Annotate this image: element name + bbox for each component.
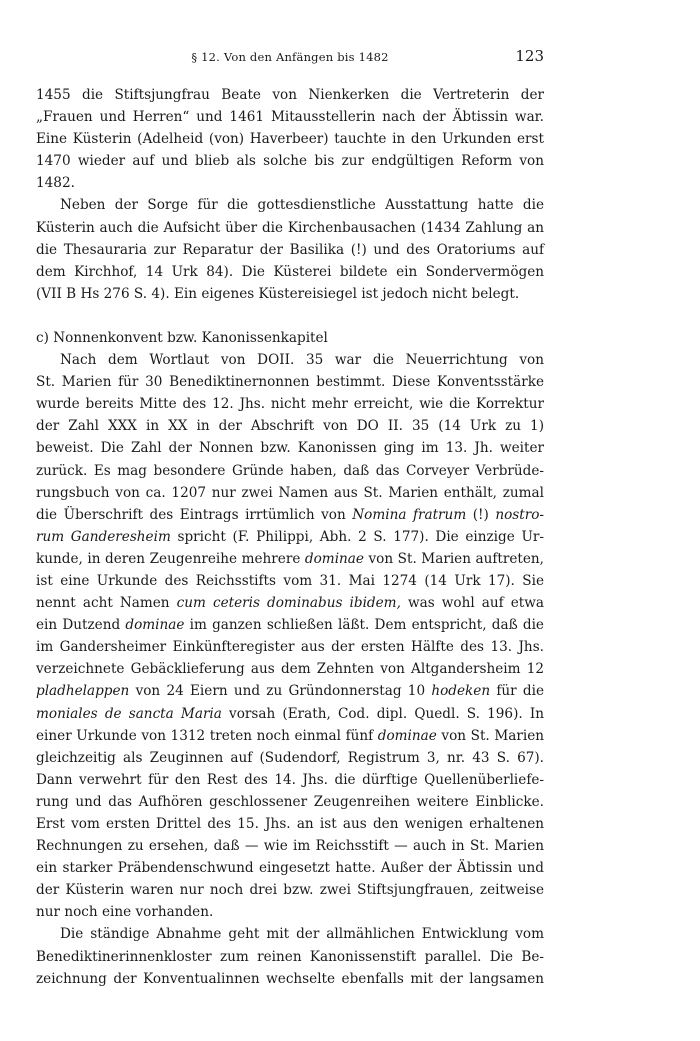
- text-line: [36, 813, 544, 835]
- text-run: von St. Marien auftreten,: [363, 550, 545, 567]
- text-run: die Thesauraria zur Reparatur der Basilika (!) und des Oratoriums auf: [36, 241, 544, 258]
- text-line: [36, 526, 544, 548]
- text-line: [36, 504, 544, 526]
- text-line: [36, 415, 544, 437]
- text-line: [36, 680, 544, 702]
- text-run: Eine Küsterin (Adelheid (von) Haverbeer) tauchte in den Urkunden erst: [36, 131, 544, 148]
- italic-text: rum Ganderesheim: [36, 528, 171, 545]
- text-run: nur noch eine vorhanden.: [36, 904, 214, 921]
- text-run: (!): [466, 506, 496, 523]
- text-run: c) Nonnenkonvent bzw. Kanonissenkapitel: [36, 329, 328, 346]
- text-line: [36, 769, 544, 791]
- italic-text: moniales de sancta Maria: [36, 705, 222, 722]
- text-line: [36, 239, 544, 261]
- text-run: nennt acht Namen: [36, 595, 177, 612]
- text-line: [36, 371, 544, 393]
- text-line: [36, 84, 544, 106]
- italic-text: dominae: [125, 617, 185, 634]
- text-line: [36, 879, 544, 901]
- text-line: [36, 217, 544, 239]
- text-run: Neben der Sorge für die gottesdienstliche Ausstattung hatte die: [60, 197, 544, 214]
- text-run: gleichzeitig als Zeuginnen auf (Sudendorf, Registrum 3, nr. 43 S. 67).: [36, 749, 544, 766]
- text-run: zeichnung der Konventualinnen wechselte ebenfalls mit der langsamen: [36, 970, 544, 987]
- text-run: spricht (F. Philippi, Abh. 2 S. 177). Die einzige Ur-: [170, 528, 544, 545]
- text-run: dem Kirchhof, 14 Urk 84). Die Küsterei bildete ein Sondervermögen: [36, 263, 544, 280]
- text-line: [36, 150, 544, 172]
- text-line: [36, 636, 544, 658]
- text-run: Dann verwehrt für den Rest des 14. Jhs. die dürftige Quellenüberliefe-: [36, 771, 544, 788]
- text-run: der Küsterin waren nur noch drei bzw. zwei Stiftsjungfrauen, zeitweise: [36, 882, 544, 899]
- italic-text: Nomina fratrum: [352, 506, 467, 523]
- paragraph: [36, 923, 544, 989]
- text-line: [36, 172, 544, 194]
- text-run: Nach dem Wortlaut von DOII. 35 war die Neuerrichtung von: [60, 352, 544, 369]
- italic-text: cum ceteris dominabus ibidem,: [176, 595, 401, 612]
- running-head: § 12. Von den Anfängen bis 1482: [191, 50, 389, 64]
- text-line: [36, 703, 544, 725]
- paragraph: [36, 349, 544, 923]
- text-run: St. Marien für 30 Benediktinernonnen bestimmt. Diese Konventsstärke: [36, 374, 544, 391]
- text-run: 1482.: [36, 175, 75, 192]
- text-run: Küsterin auch die Aufsicht über die Kirchenbausachen (1434 Zahlung an: [36, 219, 544, 236]
- text-run: rung und das Aufhören geschlossener Zeugenreihen weitere Einblicke.: [36, 793, 544, 810]
- text-run: (VII B Hs 276 S. 4). Ein eigenes Küstereisiegel ist jedoch nicht belegt.: [36, 285, 520, 302]
- text-line: [36, 747, 544, 769]
- text-line: [36, 857, 544, 879]
- italic-text: hodeken: [431, 683, 491, 700]
- text-line: [36, 327, 544, 349]
- text-line: [36, 261, 544, 283]
- text-run: von St. Marien: [436, 727, 544, 744]
- text-run: ein Dutzend: [36, 617, 126, 634]
- text-line: [36, 393, 544, 415]
- text-run: Erst vom ersten Drittel des 15. Jhs. an ist aus den wenigen erhaltenen: [36, 816, 544, 832]
- text-line: [36, 106, 544, 128]
- text-line: [36, 901, 544, 923]
- text-run: Rechnungen zu ersehen, daß — wie im Reichsstift — auch in St. Marien: [36, 838, 544, 855]
- text-run: 1455 die Stiftsjungfrau Beate von Nienkerken die Vertreterin der: [36, 87, 544, 103]
- text-run: wurde bereits Mitte des 12. Jhs. nicht mehr erreicht, wie die Korrektur: [36, 396, 544, 413]
- text-run: Benediktinerinnenkloster zum reinen Kanonissenstift parallel. Die Be-: [36, 948, 544, 965]
- text-line: [36, 349, 544, 371]
- text-run: „Frauen und Herren“ und 1461 Mitausstellerin nach der Äbtissin war.: [36, 109, 544, 126]
- text-run: von 24 Eiern und zu Gründonnerstag 10: [129, 683, 432, 700]
- text-run: was wohl auf etwa: [400, 595, 544, 612]
- text-run: 1470 wieder auf und blieb als solche bis zur endgültigen Reform von: [36, 153, 544, 170]
- text-run: ist eine Urkunde des Reichsstifts vom 31. Mai 1274 (14 Urk 17). Sie: [36, 572, 544, 589]
- text-line: [36, 791, 544, 813]
- text-line: [36, 437, 544, 459]
- text-run: kunde, in deren Zeugenreihe mehrere: [36, 550, 305, 567]
- text-line: [36, 194, 544, 216]
- text-run: ein starker Präbendenschwund eingesetzt hatte. Außer der Äbtissin und: [36, 860, 544, 877]
- text-run: der Zahl XXX in XX in der Abschrift von DO II. 35 (14 Urk zu 1): [36, 418, 544, 435]
- italic-text: pladhelappen: [36, 683, 130, 700]
- section-heading: [36, 327, 544, 349]
- italic-text: dominae: [304, 550, 364, 567]
- text-run: Die ständige Abnahme geht mit der allmählichen Entwicklung vom: [60, 926, 544, 943]
- text-run: im Gandersheimer Einkünfteregister aus der ersten Hälfte des 13. Jhs.: [36, 639, 544, 656]
- text-line: [36, 482, 544, 504]
- text-line: [36, 548, 544, 570]
- body-text: [36, 84, 544, 990]
- text-line: [36, 835, 544, 857]
- text-line: [36, 283, 544, 305]
- text-line: [36, 946, 544, 968]
- text-line: [36, 592, 544, 614]
- text-line: [36, 725, 544, 747]
- text-run: einer Urkunde von 1312 treten noch einmal fünf: [36, 727, 378, 744]
- page-number: 123: [515, 47, 544, 65]
- text-line: [36, 923, 544, 945]
- paragraph: [36, 84, 544, 194]
- italic-text: nostro-: [495, 506, 544, 523]
- text-line: [36, 658, 544, 680]
- text-run: zurück. Es mag besondere Gründe haben, daß das Corveyer Verbrüde-: [36, 462, 544, 479]
- text-run: verzeichnete Gebäcklieferung aus dem Zehnten von Altgandersheim 12: [36, 661, 544, 678]
- text-run: beweist. Die Zahl der Nonnen bzw. Kanonissen ging im 13. Jh. weiter: [36, 440, 544, 457]
- text-run: die Überschrift des Eintrags irrtümlich von: [36, 506, 353, 523]
- text-run: vorsah (Erath, Cod. dipl. Quedl. S. 196). In: [221, 705, 544, 722]
- text-run: für die: [490, 683, 544, 700]
- paragraph: [36, 194, 544, 304]
- text-line: [36, 460, 544, 482]
- page-header: [36, 46, 544, 72]
- text-run: rungsbuch von ca. 1207 nur zwei Namen aus St. Marien enthält, zumal: [36, 484, 544, 501]
- section-gap: [36, 305, 544, 327]
- text-line: [36, 128, 544, 150]
- text-line: [36, 614, 544, 636]
- text-run: im ganzen schließen läßt. Dem entspricht, daß die: [184, 617, 544, 634]
- text-line: [36, 570, 544, 592]
- italic-text: dominae: [377, 727, 437, 744]
- text-line: [36, 968, 544, 990]
